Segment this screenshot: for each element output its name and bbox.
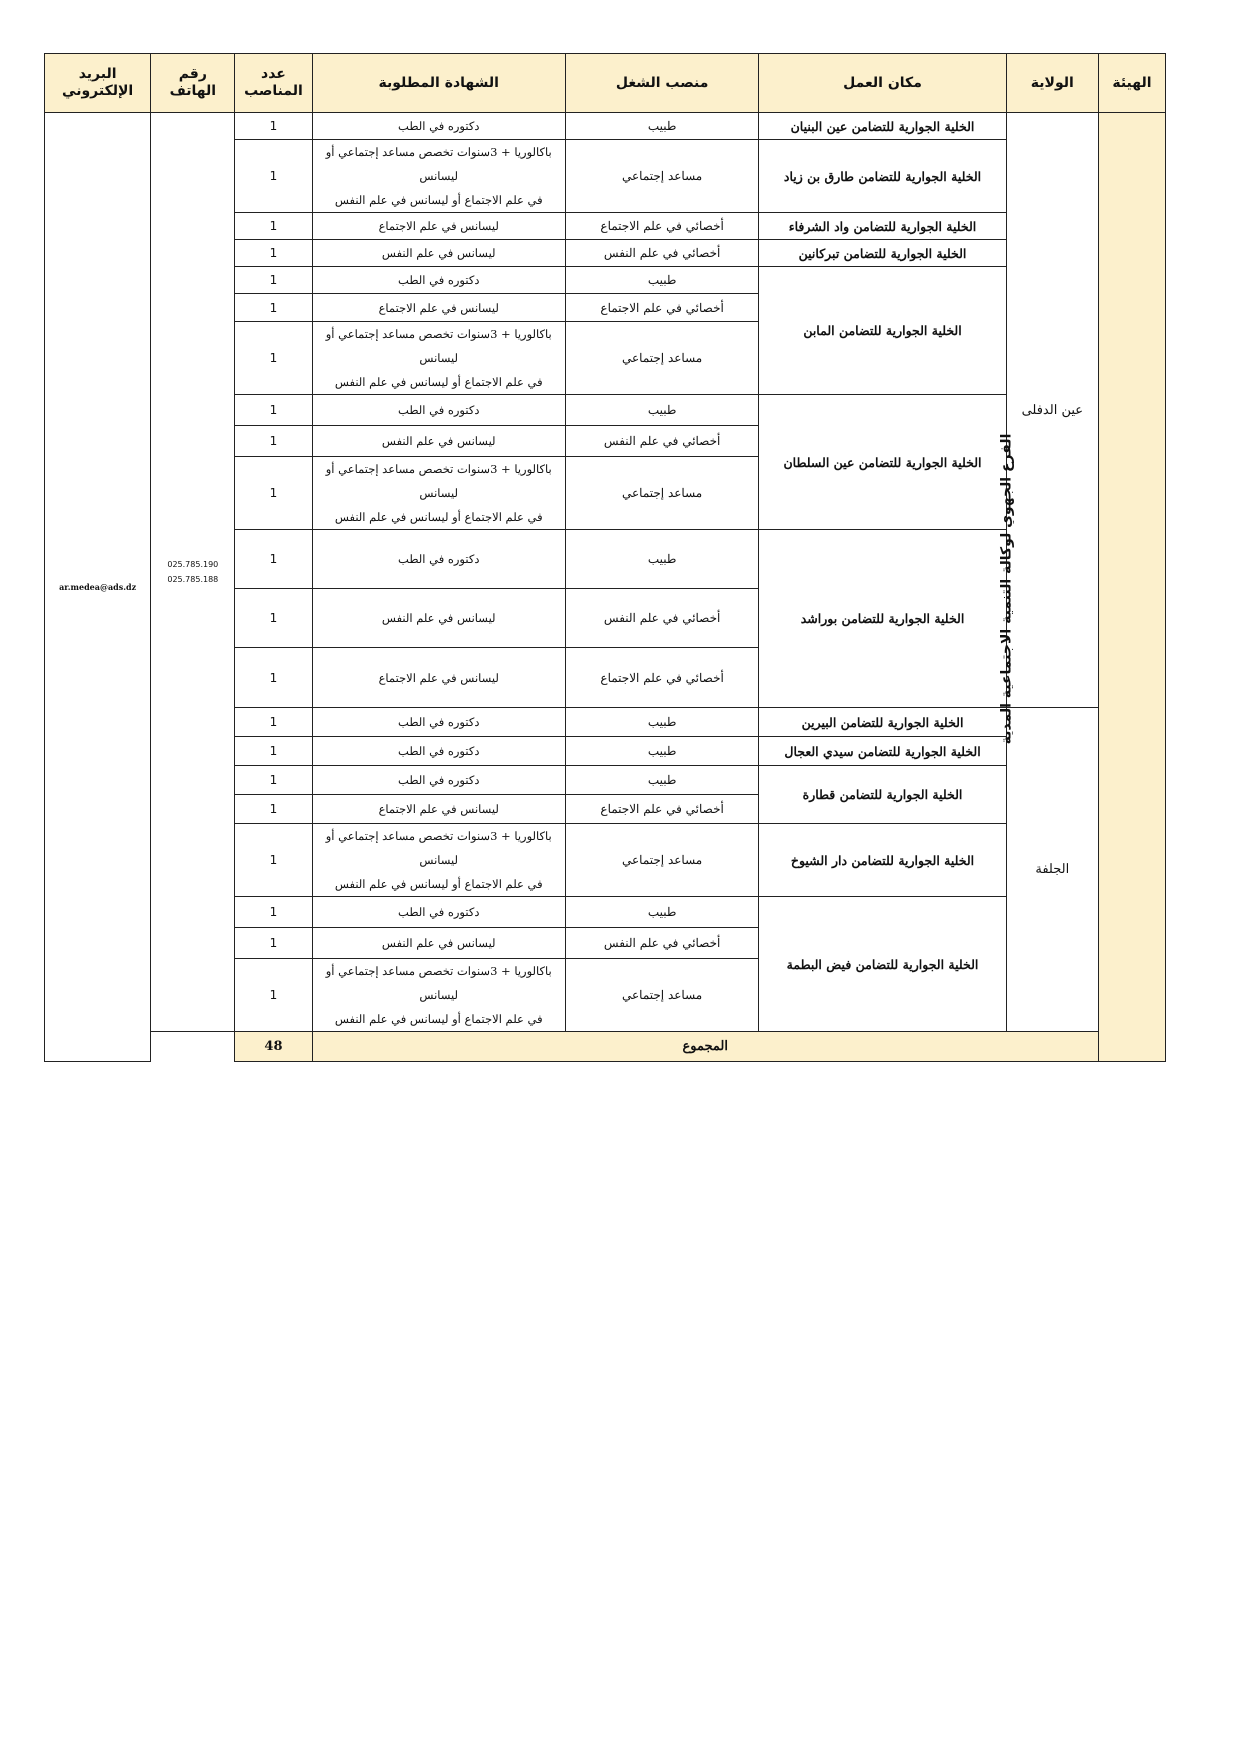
- certificate-cell: دكتوره في الطب: [312, 897, 565, 928]
- workplace-cell: الخلية الجوارية للتضامن طارق بن زياد: [759, 140, 1006, 213]
- certificate-line: باكالوريا + 3سنوات تخصص مساعد إجتماعي أو ليسانس: [325, 327, 552, 365]
- certificate-line: باكالوريا + 3سنوات تخصص مساعد إجتماعي أو ليسانس: [325, 829, 552, 867]
- phone-number-1: 025.785.190: [167, 560, 219, 569]
- certificate-cell: ليسانس في علم الاجتماع: [312, 213, 565, 240]
- count-cell: 1: [235, 140, 312, 213]
- header-count: عدد المناصب: [235, 54, 312, 113]
- certificate-line: في علم الاجتماع أو ليسانس في علم النفس: [334, 1012, 543, 1026]
- header-email: البريد الإلكتروني: [45, 54, 151, 113]
- position-cell: طبيب: [565, 766, 758, 795]
- certificate-cell: ليسانس في علم النفس: [312, 240, 565, 267]
- total-row: [45, 1032, 1166, 1062]
- certificate-line: باكالوريا + 3سنوات تخصص مساعد إجتماعي أو ليسانس: [325, 462, 552, 500]
- position-cell: طبيب: [565, 737, 758, 766]
- workplace-cell: الخلية الجوارية للتضامن بوراشد: [759, 530, 1006, 708]
- position-cell: مساعد إجتماعي: [565, 140, 758, 213]
- position-cell: أخصائي في علم الاجتماع: [565, 795, 758, 824]
- count-cell: 1: [235, 795, 312, 824]
- certificate-line: في علم الاجتماع أو ليسانس في علم النفس: [334, 375, 543, 389]
- certificate-line: باكالوريا + 3سنوات تخصص مساعد إجتماعي أو ليسانس: [325, 964, 552, 1002]
- header-wilaya: الولاية: [1006, 54, 1098, 113]
- position-cell: أخصائي في علم الاجتماع: [565, 213, 758, 240]
- certificate-line: في علم الاجتماع أو ليسانس في علم النفس: [334, 510, 543, 524]
- position-cell: طبيب: [565, 113, 758, 140]
- workplace-cell: الخلية الجوارية للتضامن سيدي العجال: [759, 737, 1006, 766]
- certificate-cell: دكتوره في الطب: [312, 530, 565, 589]
- header-phone: رقم الهاتف: [151, 54, 235, 113]
- workplace-cell: الخلية الجوارية للتضامن عين السلطان: [759, 395, 1006, 530]
- email-cell: ar.medea@ads.dz: [45, 113, 151, 1062]
- jobs-table: [44, 53, 1166, 1062]
- organization-name: الفرع الجهوي لوكالة التنمية الاجتماعية المدية: [998, 433, 1015, 744]
- count-cell: 1: [235, 648, 312, 708]
- count-cell: 1: [235, 395, 312, 426]
- certificate-line: باكالوريا + 3سنوات تخصص مساعد إجتماعي أو ليسانس: [325, 145, 552, 183]
- total-value: 48: [235, 1032, 312, 1062]
- position-cell: طبيب: [565, 897, 758, 928]
- workplace-cell: الخلية الجوارية للتضامن واد الشرفاء: [759, 213, 1006, 240]
- count-cell: 1: [235, 457, 312, 530]
- certificate-line: في علم الاجتماع أو ليسانس في علم النفس: [334, 193, 543, 207]
- certificate-line: في علم الاجتماع أو ليسانس في علم النفس: [334, 877, 543, 891]
- count-cell: 1: [235, 766, 312, 795]
- count-cell: 1: [235, 113, 312, 140]
- header-certificate: الشهادة المطلوبة: [312, 54, 565, 113]
- count-cell: 1: [235, 267, 312, 294]
- count-cell: 1: [235, 737, 312, 766]
- certificate-cell: ليسانس في علم النفس: [312, 426, 565, 457]
- position-cell: طبيب: [565, 708, 758, 737]
- count-cell: 1: [235, 824, 312, 897]
- certificate-cell: ليسانس في علم النفس: [312, 589, 565, 648]
- position-cell: مساعد إجتماعي: [565, 322, 758, 395]
- count-cell: 1: [235, 897, 312, 928]
- certificate-cell: دكتوره في الطب: [312, 267, 565, 294]
- header-position: منصب الشغل: [565, 54, 758, 113]
- certificate-cell: [312, 322, 565, 395]
- certificate-cell: دكتوره في الطب: [312, 737, 565, 766]
- wilaya-cell: عين الدفلى: [1006, 113, 1098, 708]
- count-cell: 1: [235, 322, 312, 395]
- position-cell: طبيب: [565, 530, 758, 589]
- position-cell: مساعد إجتماعي: [565, 457, 758, 530]
- position-cell: مساعد إجتماعي: [565, 824, 758, 897]
- count-cell: 1: [235, 589, 312, 648]
- phone-number-2: 025.785.188: [167, 575, 219, 584]
- position-cell: أخصائي في علم النفس: [565, 240, 758, 267]
- certificate-cell: دكتوره في الطب: [312, 395, 565, 426]
- workplace-cell: الخلية الجوارية للتضامن عين البنيان: [759, 113, 1006, 140]
- position-cell: مساعد إجتماعي: [565, 959, 758, 1032]
- certificate-cell: ليسانس في علم الاجتماع: [312, 648, 565, 708]
- workplace-cell: الخلية الجوارية للتضامن المابن: [759, 267, 1006, 395]
- count-cell: 1: [235, 294, 312, 322]
- certificate-cell: دكتوره في الطب: [312, 113, 565, 140]
- workplace-cell: الخلية الجوارية للتضامن قطارة: [759, 766, 1006, 824]
- certificate-cell: [312, 824, 565, 897]
- phone-cell: [151, 113, 235, 1032]
- workplace-cell: الخلية الجوارية للتضامن دار الشيوخ: [759, 824, 1006, 897]
- certificate-cell: دكتوره في الطب: [312, 708, 565, 737]
- count-cell: 1: [235, 959, 312, 1032]
- certificate-cell: ليسانس في علم الاجتماع: [312, 795, 565, 824]
- certificate-cell: [312, 457, 565, 530]
- header-workplace: مكان العمل: [759, 54, 1006, 113]
- wilaya-cell: الجلفة: [1006, 708, 1098, 1032]
- table-row: [45, 113, 1166, 140]
- header-row: [45, 54, 1166, 113]
- certificate-cell: [312, 959, 565, 1032]
- workplace-cell: الخلية الجوارية للتضامن فيض البطمة: [759, 897, 1006, 1032]
- total-label: المجموع: [312, 1032, 1098, 1062]
- position-cell: أخصائي في علم النفس: [565, 928, 758, 959]
- count-cell: 1: [235, 530, 312, 589]
- certificate-cell: دكتوره في الطب: [312, 766, 565, 795]
- workplace-cell: الخلية الجوارية للتضامن البيرين: [759, 708, 1006, 737]
- position-cell: أخصائي في علم النفس: [565, 589, 758, 648]
- count-cell: 1: [235, 240, 312, 267]
- position-cell: أخصائي في علم النفس: [565, 426, 758, 457]
- certificate-cell: ليسانس في علم الاجتماع: [312, 294, 565, 322]
- count-cell: 1: [235, 213, 312, 240]
- count-cell: 1: [235, 426, 312, 457]
- header-organization: الهيئة: [1098, 54, 1165, 113]
- count-cell: 1: [235, 708, 312, 737]
- workplace-cell: الخلية الجوارية للتضامن تبركانين: [759, 240, 1006, 267]
- certificate-cell: ليسانس في علم النفس: [312, 928, 565, 959]
- position-cell: أخصائي في علم الاجتماع: [565, 648, 758, 708]
- position-cell: طبيب: [565, 395, 758, 426]
- position-cell: طبيب: [565, 267, 758, 294]
- position-cell: أخصائي في علم الاجتماع: [565, 294, 758, 322]
- certificate-cell: [312, 140, 565, 213]
- count-cell: 1: [235, 928, 312, 959]
